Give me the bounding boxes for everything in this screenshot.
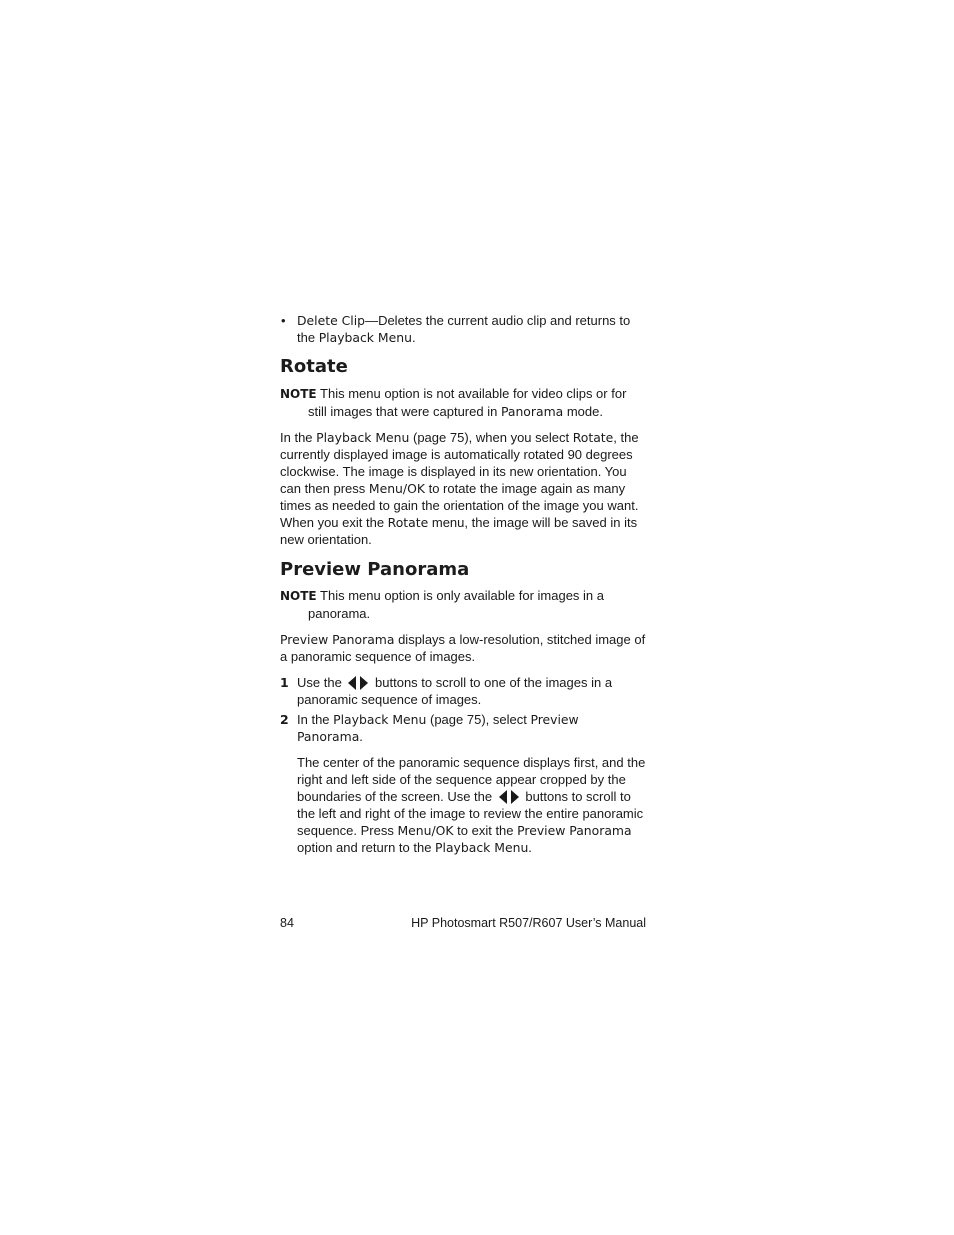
text-run: In the [297, 712, 334, 727]
term-menu-ok: Menu/OK [397, 823, 454, 838]
heading-rotate: Rotate [280, 356, 348, 377]
text-run: Use the [297, 675, 346, 690]
bullet-text-2: . [411, 330, 416, 345]
bullet-icon: • [281, 313, 286, 328]
step-2 [280, 711, 646, 745]
heading-preview-panorama: Preview Panorama [280, 559, 470, 580]
step-1 [280, 674, 646, 708]
text-run: . [359, 729, 363, 744]
step-number: 1 [280, 675, 289, 690]
text-run: The center of the panoramic sequence displays first, and the right and left side of the sequence appear cropped by the boundaries of the screen. Use the [297, 755, 646, 804]
step-2-detail [280, 754, 646, 856]
intro-text: displays a low-resolution, stitched image of a panoramic sequence of images. [280, 632, 646, 664]
term-delete-clip: Delete Clip [297, 313, 366, 328]
term-preview-panorama: Preview Panorama [280, 632, 395, 647]
left-right-arrows-icon [347, 675, 369, 691]
note-label: NOTE [280, 387, 317, 401]
note-preview [280, 587, 646, 622]
note-text: This menu option is only available for images in a panorama. [308, 588, 604, 621]
step-number: 2 [280, 712, 289, 727]
term-preview-panorama: Preview Panorama [517, 823, 632, 838]
note-text-1: This menu option is not available for video clips or for still images that were captured in [308, 386, 627, 419]
text-run: In the [280, 430, 317, 445]
term-preview-panorama: Preview Panorama [297, 712, 579, 744]
text-run: to exit the [453, 823, 518, 838]
text-run: (page 75), select [426, 712, 531, 727]
paragraph-rotate [280, 429, 646, 548]
text-run: buttons to scroll to one of the images in a panoramic sequence of images. [297, 675, 613, 707]
manual-title: HP Photosmart R507/R607 User’s Manual [411, 916, 646, 930]
term-playback-menu: Playback Menu [333, 712, 427, 727]
text-run: to rotate the image again as many times as needed to gain the orientation of the image you want. When you exit the [280, 481, 639, 530]
term-rotate: Rotate [572, 430, 614, 445]
ref-playback-menu: Playback Menu [318, 330, 412, 345]
paragraph-preview-intro [280, 631, 646, 665]
bullet-delete-clip [280, 312, 646, 346]
text-run: (page 75), when you select [409, 430, 573, 445]
note-label: NOTE [280, 589, 317, 603]
term-playback-menu: Playback Menu [316, 430, 410, 445]
text-run: , the currently displayed image is automatically rotated 90 degrees clockwise. The image is displayed in its new orientation. You can then press [280, 430, 639, 496]
note-rotate [280, 385, 646, 420]
note-text-2: mode. [563, 404, 603, 419]
text-run: buttons to scroll to the left and right of the image to review the entire panoramic sequence. Press [297, 789, 644, 838]
term-panorama: Panorama [500, 404, 564, 419]
text-run: menu, the image will be saved in its new orientation. [280, 515, 638, 547]
text-run: option and return to the [297, 840, 436, 855]
manual-page-body [280, 312, 646, 856]
bullet-text-1: —Deletes the current audio clip and returns to the [297, 313, 631, 345]
term-rotate: Rotate [387, 515, 429, 530]
term-menu-ok: Menu/OK [368, 481, 425, 496]
term-playback-menu: Playback Menu [435, 840, 529, 855]
text-run: . [528, 840, 532, 855]
left-right-arrows-icon [498, 789, 520, 805]
page-number: 84 [280, 916, 294, 930]
